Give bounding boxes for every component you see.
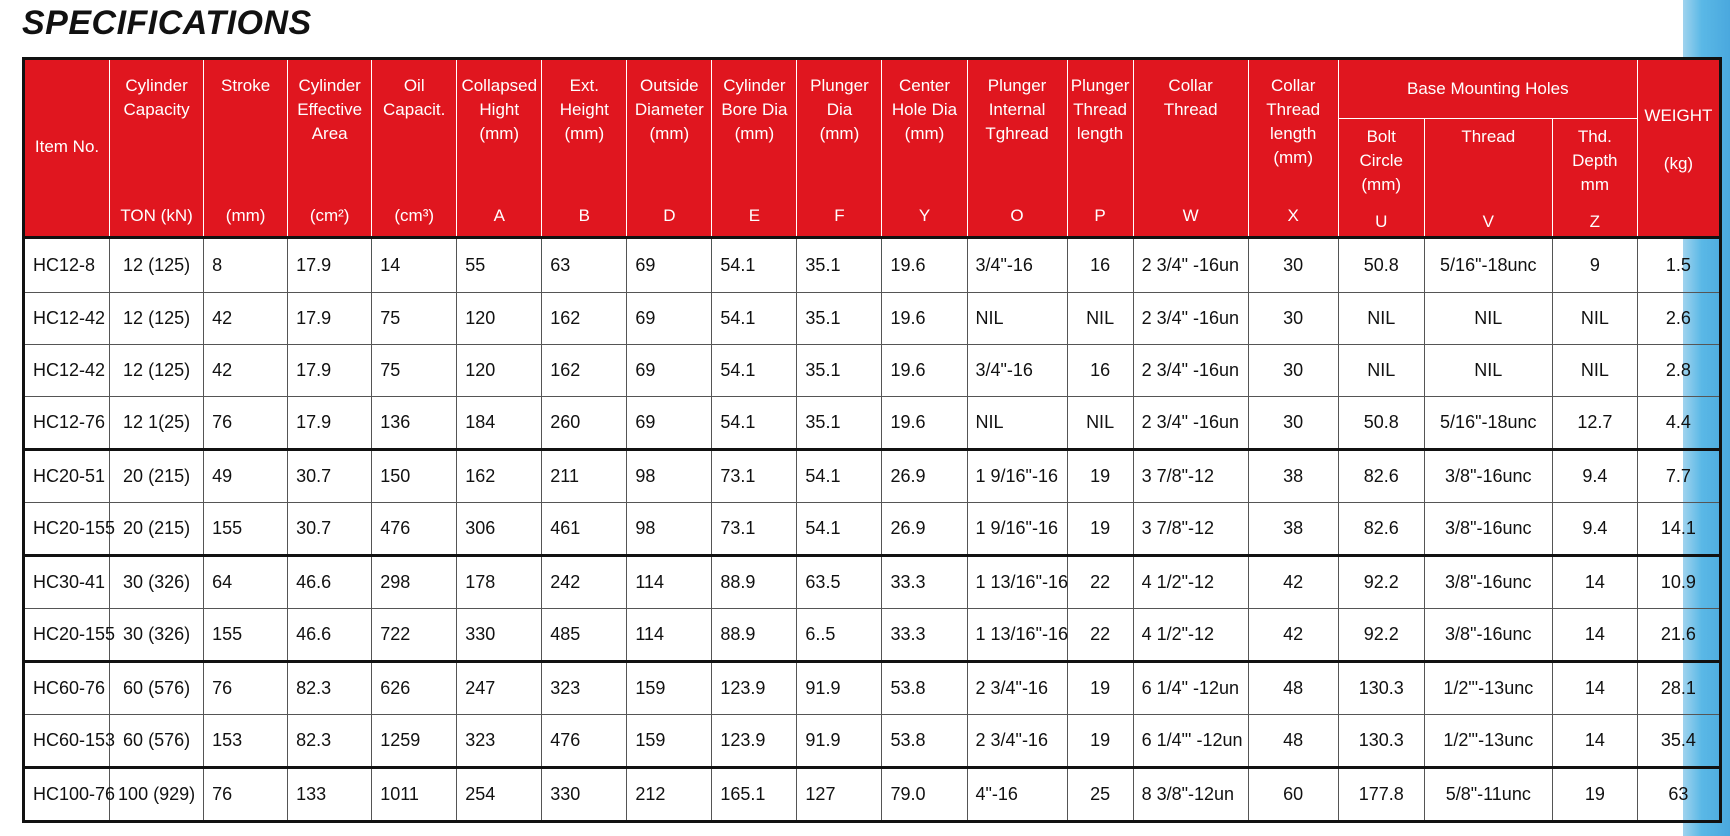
center-hole-cell: 19.6 (882, 293, 967, 345)
thread-depth-cell: 14 (1552, 715, 1637, 768)
area-cell: 17.9 (288, 397, 372, 450)
center-hole-cell: 19.6 (882, 345, 967, 397)
center-hole-cell: 33.3 (882, 609, 967, 662)
header-thread-depth: Thd. Depth mm Z (1552, 119, 1637, 238)
thread-cell: 3/8"-16unc (1424, 503, 1552, 556)
plunger-thread-length-cell: NIL (1067, 293, 1133, 345)
table-row (24, 503, 1721, 556)
collar-thread-length-cell: 30 (1248, 238, 1338, 293)
extended-height-cell: 330 (542, 768, 627, 822)
header-cylinder-capacity: Cylinder Capacity TON (kN) (110, 59, 204, 238)
collar-thread-length-cell: 30 (1248, 397, 1338, 450)
thread-depth-cell: NIL (1552, 345, 1637, 397)
oil-cell: 75 (372, 345, 457, 397)
stroke-cell: 155 (204, 609, 288, 662)
outside-diameter-cell: 98 (627, 450, 712, 503)
bore-diameter-cell: 54.1 (712, 238, 797, 293)
bolt-circle-cell: 92.2 (1338, 609, 1424, 662)
extended-height-cell: 211 (542, 450, 627, 503)
area-cell: 30.7 (288, 503, 372, 556)
collapsed-height-cell: 306 (457, 503, 542, 556)
outside-diameter-cell: 159 (627, 715, 712, 768)
table-row (24, 609, 1721, 662)
plunger-internal-thread-cell: 2 3/4"-16 (967, 715, 1067, 768)
header-effective-area: Cylinder Effective Area (cm²) (288, 59, 372, 238)
capacity-cell: 12 (125) (110, 238, 204, 293)
collar-thread-cell: 6 1/4"' -12un (1133, 715, 1248, 768)
table-body (24, 238, 1721, 822)
center-hole-cell: 19.6 (882, 397, 967, 450)
item-no-cell: HC12-42 (24, 345, 110, 397)
center-hole-cell: 53.8 (882, 662, 967, 715)
thread-depth-cell: 12.7 (1552, 397, 1637, 450)
weight-cell: 14.1 (1637, 503, 1720, 556)
header-center-hole-diameter: Center Hole Dia (mm) Y (882, 59, 967, 238)
plunger-thread-length-cell: 16 (1067, 345, 1133, 397)
outside-diameter-cell: 69 (627, 345, 712, 397)
weight-cell: 2.8 (1637, 345, 1720, 397)
area-cell: 82.3 (288, 715, 372, 768)
thread-cell: 5/8"-11unc (1424, 768, 1552, 822)
thread-depth-cell: 14 (1552, 662, 1637, 715)
collar-thread-cell: 2 3/4" -16un (1133, 345, 1248, 397)
weight-cell: 7.7 (1637, 450, 1720, 503)
thread-depth-cell: 9 (1552, 238, 1637, 293)
item-no-cell: HC30-41 (24, 556, 110, 609)
plunger-internal-thread-cell: NIL (967, 397, 1067, 450)
collapsed-height-cell: 184 (457, 397, 542, 450)
collar-thread-length-cell: 38 (1248, 503, 1338, 556)
thread-depth-cell: NIL (1552, 293, 1637, 345)
extended-height-cell: 162 (542, 293, 627, 345)
extended-height-cell: 461 (542, 503, 627, 556)
plunger-diameter-cell: 54.1 (797, 503, 882, 556)
oil-cell: 476 (372, 503, 457, 556)
table-row (24, 768, 1721, 822)
header-extended-height: Ext. Height (mm) B (542, 59, 627, 238)
bolt-circle-cell: 177.8 (1338, 768, 1424, 822)
table-row (24, 238, 1721, 293)
collar-thread-cell: 8 3/8"-12un (1133, 768, 1248, 822)
table-row (24, 450, 1721, 503)
collapsed-height-cell: 247 (457, 662, 542, 715)
capacity-cell: 12 (125) (110, 345, 204, 397)
capacity-cell: 60 (576) (110, 662, 204, 715)
collapsed-height-cell: 254 (457, 768, 542, 822)
plunger-diameter-cell: 91.9 (797, 662, 882, 715)
bolt-circle-cell: 82.6 (1338, 450, 1424, 503)
thread-depth-cell: 9.4 (1552, 450, 1637, 503)
extended-height-cell: 63 (542, 238, 627, 293)
collar-thread-cell: 3 7/8"-12 (1133, 503, 1248, 556)
center-hole-cell: 79.0 (882, 768, 967, 822)
collapsed-height-cell: 178 (457, 556, 542, 609)
plunger-diameter-cell: 35.1 (797, 345, 882, 397)
plunger-thread-length-cell: NIL (1067, 397, 1133, 450)
area-cell: 17.9 (288, 345, 372, 397)
oil-cell: 150 (372, 450, 457, 503)
stroke-cell: 42 (204, 293, 288, 345)
capacity-cell: 12 1(25) (110, 397, 204, 450)
plunger-internal-thread-cell: 3/4"-16 (967, 238, 1067, 293)
stroke-cell: 49 (204, 450, 288, 503)
plunger-diameter-cell: 91.9 (797, 715, 882, 768)
collar-thread-cell: 6 1/4" -12un (1133, 662, 1248, 715)
extended-height-cell: 162 (542, 345, 627, 397)
collar-thread-cell: 4 1/2"-12 (1133, 556, 1248, 609)
weight-cell: 10.9 (1637, 556, 1720, 609)
collar-thread-cell: 3 7/8"-12 (1133, 450, 1248, 503)
thread-cell: 1/2"'-13unc (1424, 662, 1552, 715)
area-cell: 133 (288, 768, 372, 822)
capacity-cell: 100 (929) (110, 768, 204, 822)
header-plunger-diameter: Plunger Dia (mm) F (797, 59, 882, 238)
table-row (24, 345, 1721, 397)
thread-cell: 3/8"-16unc (1424, 450, 1552, 503)
plunger-internal-thread-cell: 1 13/16"-16 (967, 609, 1067, 662)
capacity-cell: 20 (215) (110, 450, 204, 503)
center-hole-cell: 33.3 (882, 556, 967, 609)
header-outside-diameter: Outside Diameter (mm) D (627, 59, 712, 238)
bore-diameter-cell: 54.1 (712, 293, 797, 345)
thread-depth-cell: 19 (1552, 768, 1637, 822)
stroke-cell: 76 (204, 397, 288, 450)
extended-height-cell: 323 (542, 662, 627, 715)
bolt-circle-cell: NIL (1338, 345, 1424, 397)
stroke-cell: 64 (204, 556, 288, 609)
collar-thread-cell: 2 3/4" -16un (1133, 397, 1248, 450)
page-title: SPECIFICATIONS (22, 4, 312, 42)
center-hole-cell: 26.9 (882, 450, 967, 503)
plunger-internal-thread-cell: 1 9/16"-16 (967, 503, 1067, 556)
thread-cell: NIL (1424, 293, 1552, 345)
oil-cell: 136 (372, 397, 457, 450)
area-cell: 46.6 (288, 609, 372, 662)
plunger-internal-thread-cell: 1 13/16"-16 (967, 556, 1067, 609)
item-no-cell: HC20-51 (24, 450, 110, 503)
item-no-cell: HC100-76 (24, 768, 110, 822)
thread-cell: 3/8"-16unc (1424, 609, 1552, 662)
header-bore-diameter: Cylinder Bore Dia (mm) E (712, 59, 797, 238)
plunger-thread-length-cell: 19 (1067, 662, 1133, 715)
center-hole-cell: 26.9 (882, 503, 967, 556)
oil-cell: 14 (372, 238, 457, 293)
center-hole-cell: 19.6 (882, 238, 967, 293)
header-bolt-circle: Bolt Circle (mm) U (1338, 119, 1424, 238)
plunger-internal-thread-cell: 4"-16 (967, 768, 1067, 822)
area-cell: 17.9 (288, 238, 372, 293)
header-plunger-thread-length: Plunger Thread length P (1067, 59, 1133, 238)
area-cell: 82.3 (288, 662, 372, 715)
collar-thread-length-cell: 42 (1248, 609, 1338, 662)
header-collar-thread: Collar Thread W (1133, 59, 1248, 238)
stroke-cell: 76 (204, 662, 288, 715)
plunger-diameter-cell: 35.1 (797, 238, 882, 293)
bolt-circle-cell: 130.3 (1338, 662, 1424, 715)
table-row (24, 556, 1721, 609)
weight-cell: 21.6 (1637, 609, 1720, 662)
area-cell: 17.9 (288, 293, 372, 345)
oil-cell: 1011 (372, 768, 457, 822)
bore-diameter-cell: 54.1 (712, 345, 797, 397)
header-collar-thread-length: Collar Thread length (mm) X (1248, 59, 1338, 238)
bolt-circle-cell: 92.2 (1338, 556, 1424, 609)
oil-cell: 75 (372, 293, 457, 345)
collar-thread-length-cell: 60 (1248, 768, 1338, 822)
bore-diameter-cell: 73.1 (712, 450, 797, 503)
collapsed-height-cell: 120 (457, 345, 542, 397)
collar-thread-cell: 4 1/2"-12 (1133, 609, 1248, 662)
table-row (24, 662, 1721, 715)
oil-cell: 1259 (372, 715, 457, 768)
collar-thread-length-cell: 48 (1248, 662, 1338, 715)
weight-cell: 2.6 (1637, 293, 1720, 345)
plunger-diameter-cell: 127 (797, 768, 882, 822)
weight-cell: 28.1 (1637, 662, 1720, 715)
item-no-cell: HC12-76 (24, 397, 110, 450)
bolt-circle-cell: 130.3 (1338, 715, 1424, 768)
outside-diameter-cell: 159 (627, 662, 712, 715)
header-plunger-internal-thread: Plunger Internal Tghread O (967, 59, 1067, 238)
plunger-thread-length-cell: 25 (1067, 768, 1133, 822)
plunger-internal-thread-cell: 2 3/4"-16 (967, 662, 1067, 715)
item-no-cell: HC60-153 (24, 715, 110, 768)
outside-diameter-cell: 98 (627, 503, 712, 556)
header-base-mounting-holes: Base Mounting Holes (1338, 59, 1637, 119)
stroke-cell: 153 (204, 715, 288, 768)
area-cell: 46.6 (288, 556, 372, 609)
plunger-internal-thread-cell: 1 9/16"-16 (967, 450, 1067, 503)
plunger-thread-length-cell: 19 (1067, 503, 1133, 556)
extended-height-cell: 476 (542, 715, 627, 768)
thread-depth-cell: 14 (1552, 609, 1637, 662)
capacity-cell: 30 (326) (110, 556, 204, 609)
area-cell: 30.7 (288, 450, 372, 503)
extended-height-cell: 242 (542, 556, 627, 609)
header-stroke: Stroke (mm) (204, 59, 288, 238)
bore-diameter-cell: 88.9 (712, 556, 797, 609)
item-no-cell: HC12-42 (24, 293, 110, 345)
plunger-thread-length-cell: 19 (1067, 715, 1133, 768)
plunger-thread-length-cell: 19 (1067, 450, 1133, 503)
plunger-diameter-cell: 6..5 (797, 609, 882, 662)
header-thread: Thread V (1424, 119, 1552, 238)
outside-diameter-cell: 69 (627, 293, 712, 345)
collar-thread-cell: 2 3/4" -16un (1133, 293, 1248, 345)
collar-thread-length-cell: 42 (1248, 556, 1338, 609)
table-row (24, 715, 1721, 768)
header-collapsed-height: Collapsed Hight (mm) A (457, 59, 542, 238)
item-no-cell: HC12-8 (24, 238, 110, 293)
bore-diameter-cell: 88.9 (712, 609, 797, 662)
plunger-internal-thread-cell: NIL (967, 293, 1067, 345)
collapsed-height-cell: 323 (457, 715, 542, 768)
outside-diameter-cell: 69 (627, 238, 712, 293)
header-oil-capacity: Oil Capacit. (cm³) (372, 59, 457, 238)
stroke-cell: 42 (204, 345, 288, 397)
collapsed-height-cell: 55 (457, 238, 542, 293)
collar-thread-length-cell: 38 (1248, 450, 1338, 503)
collar-thread-length-cell: 48 (1248, 715, 1338, 768)
thread-cell: 5/16"-18unc (1424, 238, 1552, 293)
bore-diameter-cell: 73.1 (712, 503, 797, 556)
bolt-circle-cell: NIL (1338, 293, 1424, 345)
extended-height-cell: 485 (542, 609, 627, 662)
thread-cell: 5/16"-18unc (1424, 397, 1552, 450)
plunger-thread-length-cell: 22 (1067, 609, 1133, 662)
bolt-circle-cell: 50.8 (1338, 238, 1424, 293)
table-row (24, 293, 1721, 345)
collapsed-height-cell: 120 (457, 293, 542, 345)
thread-cell: NIL (1424, 345, 1552, 397)
weight-cell: 1.5 (1637, 238, 1720, 293)
bore-diameter-cell: 54.1 (712, 397, 797, 450)
oil-cell: 298 (372, 556, 457, 609)
plunger-thread-length-cell: 16 (1067, 238, 1133, 293)
thread-cell: 3/8"-16unc (1424, 556, 1552, 609)
bore-diameter-cell: 123.9 (712, 715, 797, 768)
plunger-diameter-cell: 35.1 (797, 397, 882, 450)
item-no-cell: HC20-155 (24, 609, 110, 662)
header-weight: WEIGHT (kg) (1637, 59, 1720, 238)
outside-diameter-cell: 69 (627, 397, 712, 450)
extended-height-cell: 260 (542, 397, 627, 450)
oil-cell: 722 (372, 609, 457, 662)
collar-thread-length-cell: 30 (1248, 293, 1338, 345)
stroke-cell: 155 (204, 503, 288, 556)
thread-depth-cell: 9.4 (1552, 503, 1637, 556)
weight-cell: 4.4 (1637, 397, 1720, 450)
stroke-cell: 8 (204, 238, 288, 293)
plunger-thread-length-cell: 22 (1067, 556, 1133, 609)
capacity-cell: 30 (326) (110, 609, 204, 662)
collar-thread-length-cell: 30 (1248, 345, 1338, 397)
thread-depth-cell: 14 (1552, 556, 1637, 609)
oil-cell: 626 (372, 662, 457, 715)
capacity-cell: 20 (215) (110, 503, 204, 556)
collar-thread-cell: 2 3/4" -16un (1133, 238, 1248, 293)
plunger-diameter-cell: 35.1 (797, 293, 882, 345)
collapsed-height-cell: 162 (457, 450, 542, 503)
center-hole-cell: 53.8 (882, 715, 967, 768)
bore-diameter-cell: 123.9 (712, 662, 797, 715)
capacity-cell: 60 (576) (110, 715, 204, 768)
outside-diameter-cell: 114 (627, 556, 712, 609)
plunger-diameter-cell: 63.5 (797, 556, 882, 609)
item-no-cell: HC60-76 (24, 662, 110, 715)
table-row (24, 397, 1721, 450)
item-no-cell: HC20-155 (24, 503, 110, 556)
stroke-cell: 76 (204, 768, 288, 822)
outside-diameter-cell: 114 (627, 609, 712, 662)
thread-cell: 1/2"'-13unc (1424, 715, 1552, 768)
bolt-circle-cell: 82.6 (1338, 503, 1424, 556)
bolt-circle-cell: 50.8 (1338, 397, 1424, 450)
bore-diameter-cell: 165.1 (712, 768, 797, 822)
specifications-table (22, 57, 1722, 823)
plunger-internal-thread-cell: 3/4"-16 (967, 345, 1067, 397)
capacity-cell: 12 (125) (110, 293, 204, 345)
plunger-diameter-cell: 54.1 (797, 450, 882, 503)
collapsed-height-cell: 330 (457, 609, 542, 662)
outside-diameter-cell: 212 (627, 768, 712, 822)
weight-cell: 35.4 (1637, 715, 1720, 768)
weight-cell: 63 (1637, 768, 1720, 822)
header-item-no: Item No. (24, 59, 110, 238)
